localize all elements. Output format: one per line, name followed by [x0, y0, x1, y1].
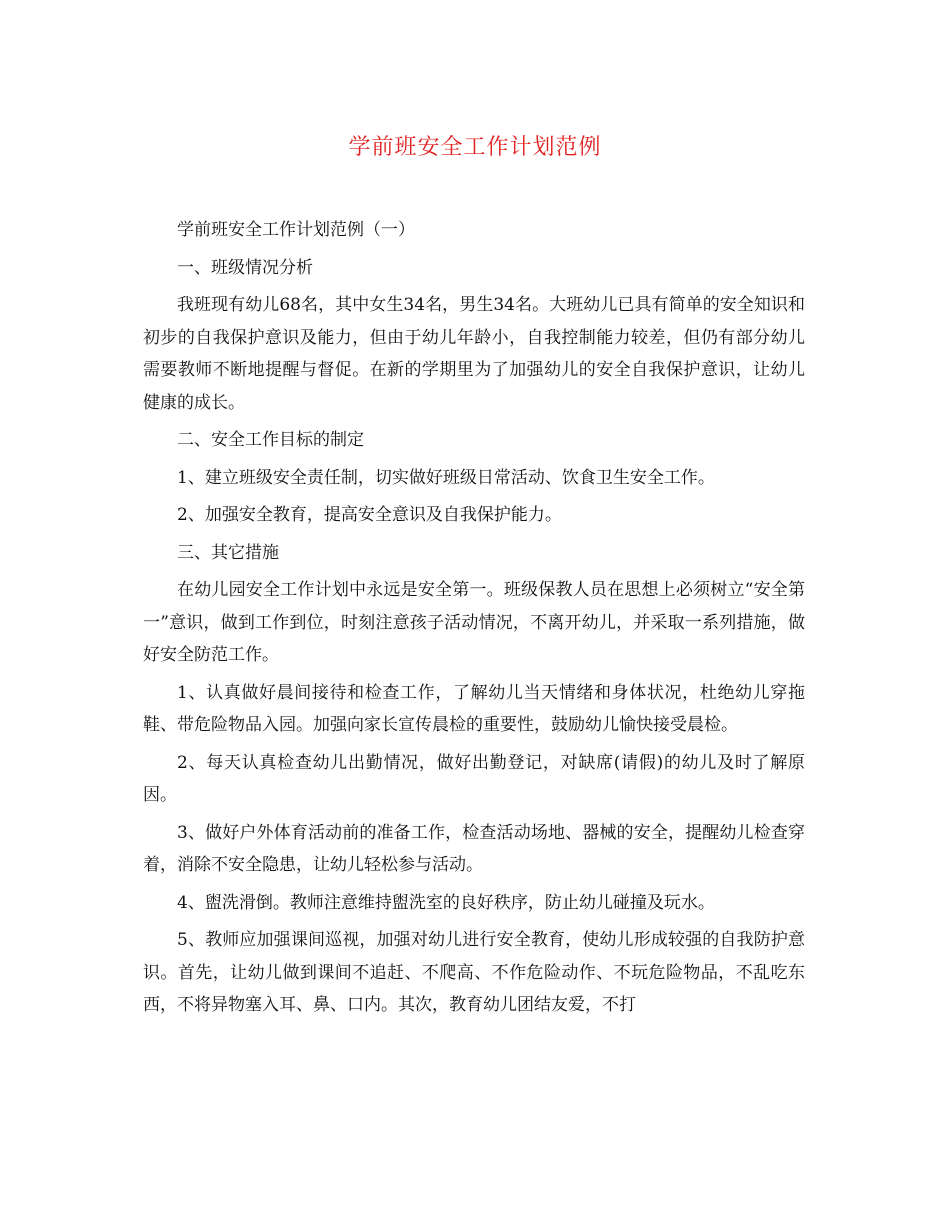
paragraph-class-analysis: 我班现有幼儿68名，其中女生34名，男生34名。大班幼儿已具有简单的安全知识和初步的自我保护意识及能力，但由于幼儿年龄小，自我控制能力较差，但仍有部分幼儿需要教师不断地提醒与督促。在新的学期里为了加强幼儿的安全自我保护意识，让幼儿健康的成长。 [143, 295, 805, 413]
heading-other-measures: 三、其它措施 [177, 542, 279, 563]
heading-class-analysis: 一、班级情况分析 [177, 257, 313, 278]
paragraph-subtitle: 学前班安全工作计划范例（一） [177, 220, 415, 240]
paragraph-goal-1: 1、建立班级安全责任制，切实做好班级日常活动、饮食卫生安全工作。 [177, 467, 715, 488]
paragraph-goal-2: 2、加强安全教育，提高安全意识及自我保护能力。 [177, 505, 562, 525]
paragraph-measure-3: 3、做好户外体育活动前的准备工作，检查活动场地、器械的安全，提醒幼儿检查穿着，消除不安全隐患，让幼儿轻松参与活动。 [143, 822, 805, 875]
paragraph-measure-4: 4、盥洗滑倒。教师注意维持盥洗室的良好秩序，防止幼儿碰撞及玩水。 [177, 892, 715, 913]
document-body [143, 214, 805, 1027]
document-title: 学前班安全工作计划范例 [348, 135, 602, 160]
paragraph-measure-5: 5、教师应加强课间巡视，加强对幼儿进行安全教育，使幼儿形成较强的自我防护意识。首先，让幼儿做到课间不追赶、不爬高、不作危险动作、不玩危险物品，不乱吃东西，不将异物塞入耳、鼻、口内。其次，教育幼儿团结友爱，不打 [143, 930, 805, 1015]
paragraph-measures-intro: 在幼儿园安全工作计划中永远是安全第一。班级保教人员在思想上必须树立“安全第一”意识，做到工作到位，时刻注意孩子活动情况，不离开幼儿，并采取一系列措施，做好安全防范工作。 [143, 580, 805, 665]
paragraph-measure-1: 1、认真做好晨间接待和检查工作，了解幼儿当天情绪和身体状况，杜绝幼儿穿拖鞋、带危险物品入园。加强向家长宣传晨检的重要性，鼓励幼儿愉快接受晨检。 [143, 682, 805, 735]
paragraph-measure-2: 2、每天认真检查幼儿出勤情况，做好出勤登记，对缺席(请假)的幼儿及时了解原因。 [143, 752, 805, 805]
heading-safety-goals: 二、安全工作目标的制定 [177, 430, 364, 450]
